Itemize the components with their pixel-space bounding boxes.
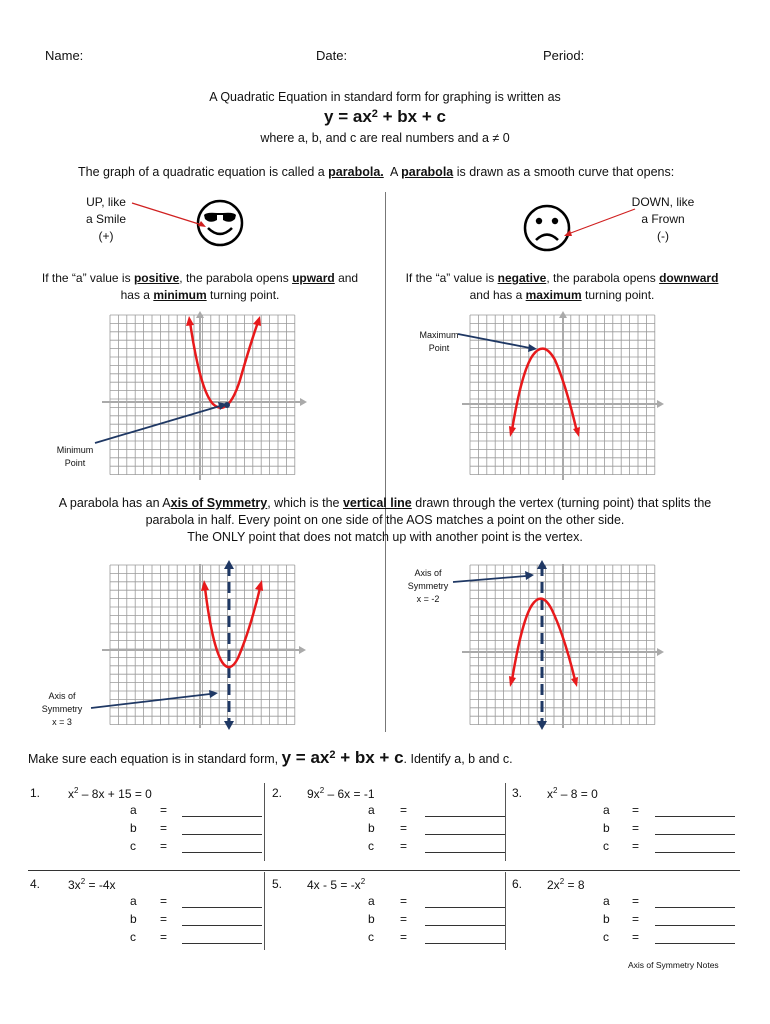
parabola-intro: The graph of a quadratic equation is called a parabola. A parabola is drawn as a smooth curve that opens: — [78, 165, 675, 179]
coef-b-equals: = — [400, 912, 408, 926]
coef-b-label: b — [603, 912, 610, 926]
coef-b-answer-line[interactable] — [655, 925, 735, 926]
coef-b-equals: = — [632, 821, 640, 835]
coef-c-label: c — [603, 839, 609, 853]
problem-number: 2. — [272, 786, 283, 800]
aos-paragraph: A parabola has an Axis of Symmetry, which is the vertical line drawn through the vertex (turning point) that splits the parabola in half. Every point on one side of the AOS matches a point on the other side. The ONLY point that does not match up with another point is the vertex. — [58, 496, 712, 544]
coef-b-answer-line[interactable] — [655, 834, 735, 835]
aos-arrow-bottom — [537, 721, 547, 730]
up-description: If the “a” value is positive, the parabola opens upward and has a minimum turning point. — [41, 271, 359, 302]
coef-b-answer-line[interactable] — [182, 925, 262, 926]
coef-c-answer-line[interactable] — [425, 852, 505, 853]
divider-col2-row2 — [505, 872, 506, 950]
coef-b-label: b — [603, 821, 610, 835]
coef-a-equals: = — [400, 894, 408, 908]
coef-a-answer-line[interactable] — [425, 907, 505, 908]
coef-c-equals: = — [632, 839, 640, 853]
coef-a-equals: = — [160, 803, 168, 817]
coef-c-label: c — [130, 839, 136, 853]
name-label: Name: — [45, 48, 84, 63]
parabola-curve — [205, 588, 260, 667]
problem-number: 4. — [30, 877, 41, 891]
coef-b-label: b — [368, 821, 375, 835]
problem-equation: $x^2 - 8x + 15 = 0$ — [68, 786, 152, 801]
intro-line: A Quadratic Equation in standard form for graphing is written as — [209, 90, 561, 104]
maximum-point-label: Maximum Point — [419, 330, 459, 353]
coef-a-equals: = — [160, 894, 168, 908]
coef-a-label: a — [603, 894, 610, 908]
center-divider — [385, 192, 386, 732]
aos-arrow-top — [224, 560, 234, 569]
smile-pointer-arrow — [130, 200, 210, 230]
aos-left-pointer-arrow — [88, 688, 228, 713]
coef-c-equals: = — [160, 930, 168, 944]
coef-a-answer-line[interactable] — [655, 907, 735, 908]
problem-equation: $3x^2 = -4x$ — [68, 877, 116, 892]
coef-b-equals: = — [160, 821, 168, 835]
coef-a-answer-line[interactable] — [182, 907, 262, 908]
frown-pointer-arrow — [560, 206, 640, 240]
aos-arrow-bottom — [224, 721, 234, 730]
curve-arrow-right — [573, 427, 580, 437]
coef-b-label: b — [368, 912, 375, 926]
x-axis-arrow — [299, 646, 306, 654]
coef-c-label: c — [368, 839, 374, 853]
y-axis-arrow — [196, 311, 204, 318]
down-description: If the “a” value is negative, the parabola opens downward and has a maximum turning point. — [405, 271, 719, 302]
coef-b-answer-line[interactable] — [182, 834, 262, 835]
coef-c-equals: = — [632, 930, 640, 944]
coef-c-label: c — [130, 930, 136, 944]
problem-equation: $2x^2 = 8$ — [547, 877, 585, 892]
coef-a-equals: = — [400, 803, 408, 817]
maximum-point-arrow — [455, 330, 545, 360]
problem-number: 3. — [512, 786, 523, 800]
minimum-point-label: Minimum Point — [56, 445, 94, 468]
period-label: Period: — [543, 48, 585, 63]
coef-b-equals: = — [160, 912, 168, 926]
coef-c-answer-line[interactable] — [655, 852, 735, 853]
coef-c-answer-line[interactable] — [182, 852, 262, 853]
footer-title: Axis of Symmetry Notes — [628, 960, 719, 970]
coef-c-equals: = — [160, 839, 168, 853]
down-text: DOWN, like a Frown (-) — [631, 195, 695, 243]
divider-col2-row1 — [505, 783, 506, 861]
coef-a-label: a — [368, 894, 375, 908]
instructions: Make sure each equation is in standard form, $y = ax^2$ + bx + c. Identify a, b and c. — [28, 748, 513, 767]
coef-a-answer-line[interactable] — [182, 816, 262, 817]
coef-b-equals: = — [400, 821, 408, 835]
coef-b-label: b — [130, 821, 137, 835]
row-divider — [28, 870, 740, 871]
coef-c-label: c — [368, 930, 374, 944]
coef-a-equals: = — [632, 894, 640, 908]
x-axis-arrow — [657, 648, 664, 656]
coef-a-label: a — [130, 803, 137, 817]
curve-arrow-right — [571, 677, 578, 687]
coef-a-equals: = — [632, 803, 640, 817]
date-label: Date: — [316, 48, 348, 63]
up-text: UP, like a Smile (+) — [85, 195, 126, 243]
coef-a-answer-line[interactable] — [655, 816, 735, 817]
aos-right-pointer-arrow — [450, 568, 540, 588]
problem-number: 5. — [272, 877, 283, 891]
coef-b-equals: = — [632, 912, 640, 926]
coef-c-equals: = — [400, 839, 408, 853]
coef-c-answer-line[interactable] — [425, 943, 505, 944]
problem-number: 6. — [512, 877, 523, 891]
coef-a-label: a — [368, 803, 375, 817]
problem-equation: $x^2 - 8 = 0$ — [547, 786, 598, 801]
intro-condition: where a, b, and c are real numbers and a ≠ 0 — [260, 131, 510, 145]
coef-c-answer-line[interactable] — [655, 943, 735, 944]
coef-c-label: c — [603, 930, 609, 944]
coef-b-answer-line[interactable] — [425, 834, 505, 835]
x-axis-arrow — [657, 400, 664, 408]
problem-equation: $9x^2 - 6x = -1$ — [307, 786, 375, 801]
coef-a-answer-line[interactable] — [425, 816, 505, 817]
x-axis-arrow — [300, 398, 307, 406]
aos-right-label: Axis of Symmetry x = -2 — [407, 568, 449, 604]
curve-arrow-right — [253, 316, 261, 326]
coef-c-answer-line[interactable] — [182, 943, 262, 944]
problem-equation: $4x - 5 = -x^2$ — [307, 877, 366, 892]
y-axis-arrow — [559, 311, 567, 318]
aos-left-label: Axis of Symmetry x = 3 — [41, 691, 83, 727]
coef-b-answer-line[interactable] — [425, 925, 505, 926]
coef-b-label: b — [130, 912, 137, 926]
coef-c-equals: = — [400, 930, 408, 944]
curve-arrow-left — [509, 676, 516, 687]
curve-arrow-left — [186, 316, 194, 326]
coef-a-label: a — [603, 803, 610, 817]
divider-col1-row2 — [264, 872, 265, 950]
standard-form-equation: $y = ax^2$ + bx + c — [324, 107, 446, 126]
divider-col1-row1 — [264, 783, 265, 861]
coef-a-label: a — [130, 894, 137, 908]
curve-arrow-left — [509, 426, 516, 437]
problem-number: 1. — [30, 786, 41, 800]
